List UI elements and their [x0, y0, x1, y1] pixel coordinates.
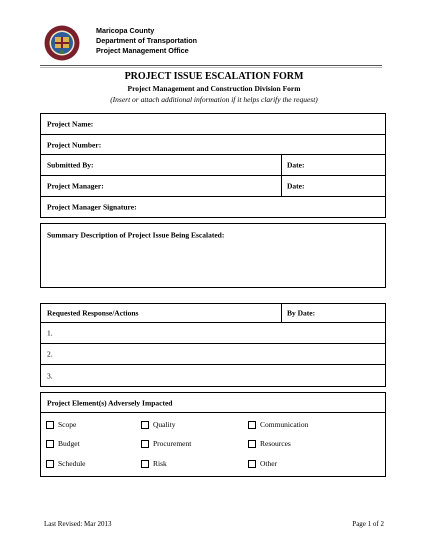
footer-revised: Last Revised: Mar 2013	[44, 520, 112, 528]
organization-block	[96, 26, 197, 56]
checkbox-icon[interactable]	[46, 440, 54, 448]
response-item-number: 2.	[47, 349, 53, 359]
elements-header-row	[41, 393, 385, 413]
checkbox-icon[interactable]	[141, 440, 149, 448]
checkbox-icon[interactable]	[141, 460, 149, 468]
project-name-label: Project Name:	[47, 119, 94, 129]
project-number-row[interactable]	[41, 135, 385, 155]
checkbox-other[interactable]: Other	[248, 459, 277, 468]
checkbox-scope[interactable]: Scope	[46, 420, 76, 429]
project-manager-row[interactable]	[41, 176, 385, 197]
checkbox-resources[interactable]: Resources	[248, 439, 291, 448]
checkbox-icon[interactable]	[46, 421, 54, 429]
row-divider	[281, 176, 282, 196]
elements-label: Project Element(s) Adversely Impacted	[47, 398, 173, 407]
checkbox-risk[interactable]: Risk	[141, 459, 167, 468]
project-info-section	[40, 113, 386, 218]
checkbox-icon[interactable]	[248, 440, 256, 448]
summary-row	[41, 224, 385, 246]
row-divider	[281, 155, 282, 175]
checkbox-budget[interactable]: Budget	[46, 439, 80, 448]
row-divider	[281, 304, 282, 322]
checkbox-schedule[interactable]: Schedule	[46, 459, 86, 468]
response-item-2[interactable]	[41, 344, 385, 365]
checkbox-communication[interactable]: Communication	[248, 420, 308, 429]
county-seal-logo	[44, 25, 80, 61]
checkbox-icon[interactable]	[248, 421, 256, 429]
by-date-label: By Date:	[287, 308, 316, 318]
form-note: (Insert or attach additional information if it helps clarify the request)	[110, 95, 318, 104]
manager-date-label: Date:	[287, 181, 305, 191]
header-divider-light	[40, 67, 382, 68]
summary-section[interactable]	[40, 223, 386, 288]
form-subtitle: Project Management and Construction Division Form	[127, 84, 301, 93]
signature-row[interactable]	[41, 197, 385, 217]
org-county: Maricopa County	[96, 26, 155, 35]
signature-label: Project Manager Signature:	[47, 202, 137, 212]
project-name-row[interactable]	[41, 114, 385, 135]
header-divider	[40, 65, 382, 66]
footer-page-number: Page 1 of 2	[352, 520, 384, 528]
form-title: PROJECT ISSUE ESCALATION FORM	[124, 71, 304, 82]
elements-section	[40, 392, 386, 477]
submitted-by-row[interactable]	[41, 155, 385, 176]
response-section	[40, 303, 386, 387]
response-item-number: 1.	[47, 328, 53, 338]
checkbox-icon[interactable]	[46, 460, 54, 468]
checkbox-procurement[interactable]: Procurement	[141, 439, 191, 448]
response-item-number: 3.	[47, 371, 53, 380]
checkbox-quality[interactable]: Quality	[141, 420, 176, 429]
org-office: Project Management Office	[96, 46, 189, 55]
submitted-date-label: Date:	[287, 160, 305, 170]
response-header-row	[41, 304, 385, 323]
response-item-3[interactable]	[41, 365, 385, 386]
project-number-label: Project Number:	[47, 140, 102, 149]
submitted-by-label: Submitted By:	[47, 160, 94, 170]
response-item-1[interactable]	[41, 323, 385, 344]
checkbox-icon[interactable]	[248, 460, 256, 468]
checkbox-icon[interactable]	[141, 421, 149, 429]
org-department: Department of Transportation	[96, 36, 198, 45]
project-manager-label: Project Manager:	[47, 181, 104, 191]
response-label: Requested Response/Actions	[47, 308, 139, 318]
summary-label: Summary Description of Project Issue Being Escalated:	[47, 230, 225, 240]
